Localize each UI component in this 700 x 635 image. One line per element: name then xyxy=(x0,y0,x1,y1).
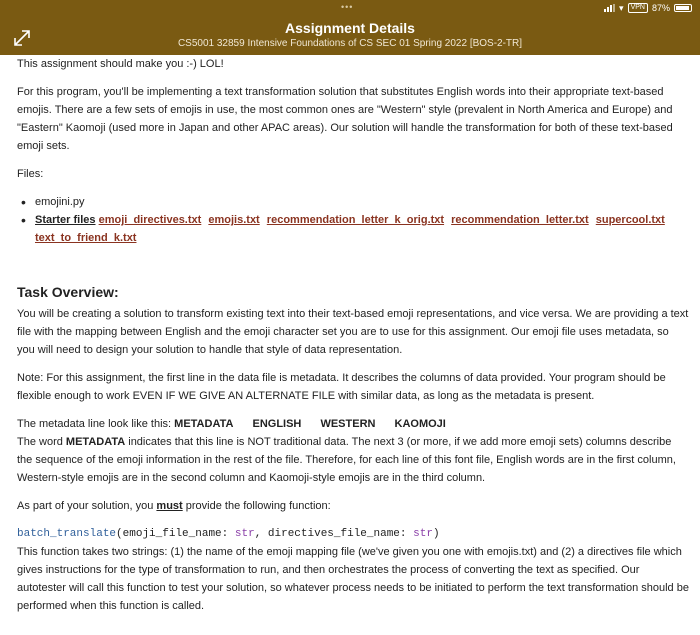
link-emoji-directives[interactable]: emoji_directives.txt xyxy=(98,214,202,226)
code-open-paren: ( xyxy=(116,528,123,540)
link-recommendation-letter[interactable]: recommendation_letter.txt xyxy=(451,214,589,226)
assignment-body xyxy=(17,55,689,625)
status-bar xyxy=(604,1,692,15)
task-overview-heading: Task Overview: xyxy=(17,284,119,300)
meta-col-kaomoji: KAOMOJI xyxy=(394,418,446,430)
link-supercool[interactable]: supercool.txt xyxy=(595,214,665,226)
wifi-icon: ▾ xyxy=(619,2,624,13)
code-type-2: str xyxy=(413,528,433,540)
intro-text: This assignment should make you :-) LOL! xyxy=(17,58,224,70)
battery-level: 87% xyxy=(651,3,670,13)
must-pre: As part of your solution, you xyxy=(17,500,154,512)
word-post: indicates that this line is NOT traditional data. The next 3 (or more, if we add more emoji sets) columns describe the sequence of the emoji information in the rest of the file. Therefore, for each line of this font file, English words are in the first column, Western-style emojis are in the second column and Kaomoji-style emojis are in the third column. xyxy=(17,436,676,484)
starter-files-item xyxy=(17,211,689,247)
code-param-1: emoji_file_name xyxy=(122,528,222,540)
word-pre: The word xyxy=(17,436,63,448)
file-item xyxy=(17,193,689,211)
files-label: Files: xyxy=(17,168,44,180)
link-emojis[interactable]: emojis.txt xyxy=(208,214,260,226)
code-close-paren: ) xyxy=(432,528,440,540)
meta-col-english: ENGLISH xyxy=(252,418,302,430)
description-paragraph: For this program, you'll be implementing a text transformation solution that substitutes English words into their appropriate text-based emojis. There are a few sets of emojis in use, the most common ones are "Western" style (prevalent in North America and Europe) and "Eastern" Kaomoji (used more in Japan and other APAC areas). Our solution will handle the transformation for both of these text-based emoji sets. xyxy=(17,86,673,152)
metadata-line xyxy=(17,415,689,433)
code-colon-1: : xyxy=(221,528,235,540)
must-post: provide the following function: xyxy=(185,500,331,512)
file-emojini: emojini.py xyxy=(35,196,85,208)
signal-icon xyxy=(604,4,615,12)
must-paragraph xyxy=(17,497,689,515)
code-type-1: str xyxy=(234,528,255,540)
meta-col-western: WESTERN xyxy=(320,418,376,430)
starter-files-label: Starter files xyxy=(35,214,96,226)
battery-icon xyxy=(674,4,692,12)
note-paragraph: Note: For this assignment, the first line in the data file is metadata. It describes the columns of data provided. Your program should be flexible enough to work EVEN IF WE GIVE AN ALTERNATE FILE with similar data, as long as the metadata is present. xyxy=(17,372,666,402)
task-overview-paragraph: You will be creating a solution to transform existing text into their text-based emoji representations, and vice versa. We are providing a text file with the mapping between English and the emoji character set you are to use for this assignment. Our emoji file uses metadata, so you will need to design your solution to handle that style of data representation. xyxy=(17,308,689,356)
function-signature xyxy=(17,525,689,543)
code-param-2: directives_file_name xyxy=(267,528,400,540)
link-text-to-friend-k[interactable]: text_to_friend_k.txt xyxy=(35,232,137,244)
metadata-explanation xyxy=(17,433,689,487)
code-comma: , xyxy=(254,528,268,540)
files-list xyxy=(17,193,689,247)
metadata-intro: The metadata line look like this: xyxy=(17,418,172,430)
course-subtitle: CS5001 32859 Intensive Foundations of CS SEC 01 Spring 2022 [BOS-2-TR] xyxy=(177,38,523,49)
code-function-name: batch_translate xyxy=(17,528,117,540)
code-colon-2: : xyxy=(399,528,414,540)
word-metadata: METADATA xyxy=(65,436,126,448)
vpn-badge: VPN xyxy=(628,3,648,13)
header-bar xyxy=(0,0,700,55)
link-recommendation-letter-k-orig[interactable]: recommendation_letter_k_orig.txt xyxy=(266,214,445,226)
function-description: This function takes two strings: (1) the name of the emoji mapping file (we've given you one with emojis.txt) and (2) a directives file which gives instructions for the type of transformation to run, and then orchestrates the process of converting the text as specified. Our autotester will call this function to test your solution, so whatever process needs to be initiated to perform the text transformation should be performed when this function is called. xyxy=(17,546,689,612)
meta-col-metadata: METADATA xyxy=(174,418,234,430)
must-word: must xyxy=(156,500,183,512)
page-title: Assignment Details xyxy=(285,20,415,36)
window-dots: ••• xyxy=(341,2,354,12)
